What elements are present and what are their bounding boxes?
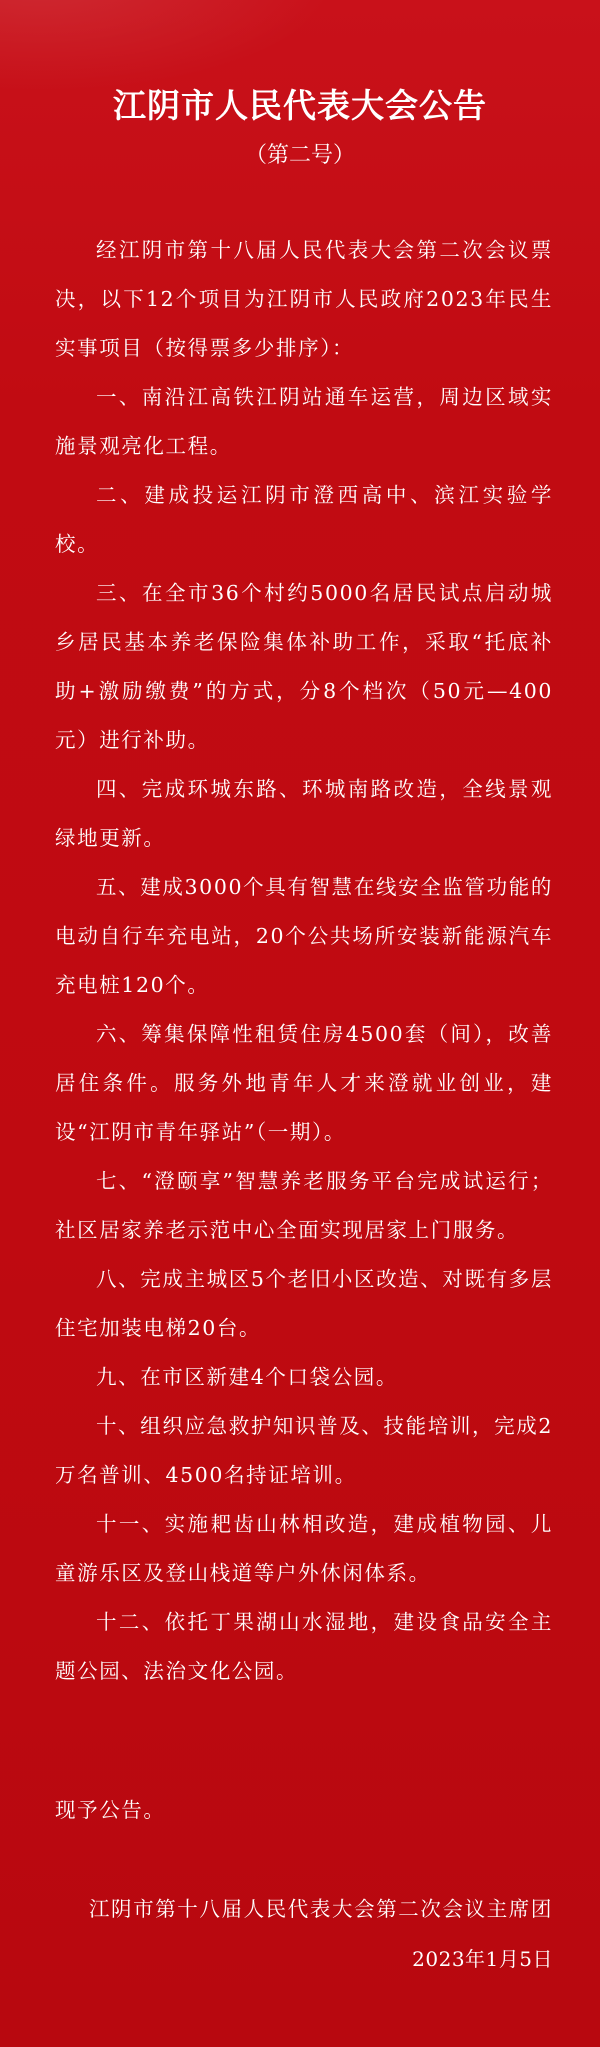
signer: 江阴市第十八届人民代表大会第二次会议主席团 xyxy=(88,1897,553,1921)
list-item: 七、“澄颐享”智慧养老服务平台完成试运行；社区居家养老示范中心全面实现居家上门服务。 xyxy=(55,1169,553,1242)
closing-statement: 现予公告。 xyxy=(55,1798,166,1822)
list-item: 十一、实施耙齿山林相改造，建成植物园、儿童游乐区及登山栈道等户外休闲体系。 xyxy=(55,1512,553,1585)
list-item: 四、完成环城东路、环城南路改造，全线景观绿地更新。 xyxy=(55,777,553,850)
list-item: 三、在全市36个村约5000名居民试点启动城乡居民基本养老保险集体补助工作，采取“托底补助+激励缴费”的方式，分8个档次（50元—400元）进行补助。 xyxy=(55,581,553,752)
list-item: 二、建成投运江阴市澄西高中、滨江实验学校。 xyxy=(55,483,553,556)
announcement-body xyxy=(55,226,553,1696)
intro-paragraph: 经江阴市第十八届人民代表大会第二次会议票决，以下12个项目为江阴市人民政府2023年民生实事项目（按得票多少排序）： xyxy=(55,238,553,360)
list-item: 五、建成3000个具有智慧在线安全监管功能的电动自行车充电站，20个公共场所安装新能源汽车充电桩120个。 xyxy=(55,875,553,997)
list-item: 九、在市区新建4个口袋公园。 xyxy=(96,1365,398,1389)
list-item: 八、完成主城区5个老旧小区改造、对既有多层住宅加装电梯20台。 xyxy=(55,1267,553,1340)
announcement-title: 江阴市人民代表大会公告 xyxy=(113,86,487,125)
list-item: 十、组织应急救护知识普及、技能培训，完成2万名普训、4500名持证培训。 xyxy=(55,1414,553,1487)
announcement-date: 2023年1月5日 xyxy=(412,1947,553,1971)
list-item: 十二、依托丁果湖山水湿地，建设食品安全主题公园、法治文化公园。 xyxy=(55,1610,553,1683)
list-item: 一、南沿江高铁江阴站通车运营，周边区域实施景观亮化工程。 xyxy=(55,385,553,458)
announcement-number: （第二号） xyxy=(244,143,355,168)
list-item: 六、筹集保障性租赁住房4500套（间），改善居住条件。服务外地青年人才来澄就业创业，建设“江阴市青年驿站”（一期）。 xyxy=(55,1022,553,1144)
